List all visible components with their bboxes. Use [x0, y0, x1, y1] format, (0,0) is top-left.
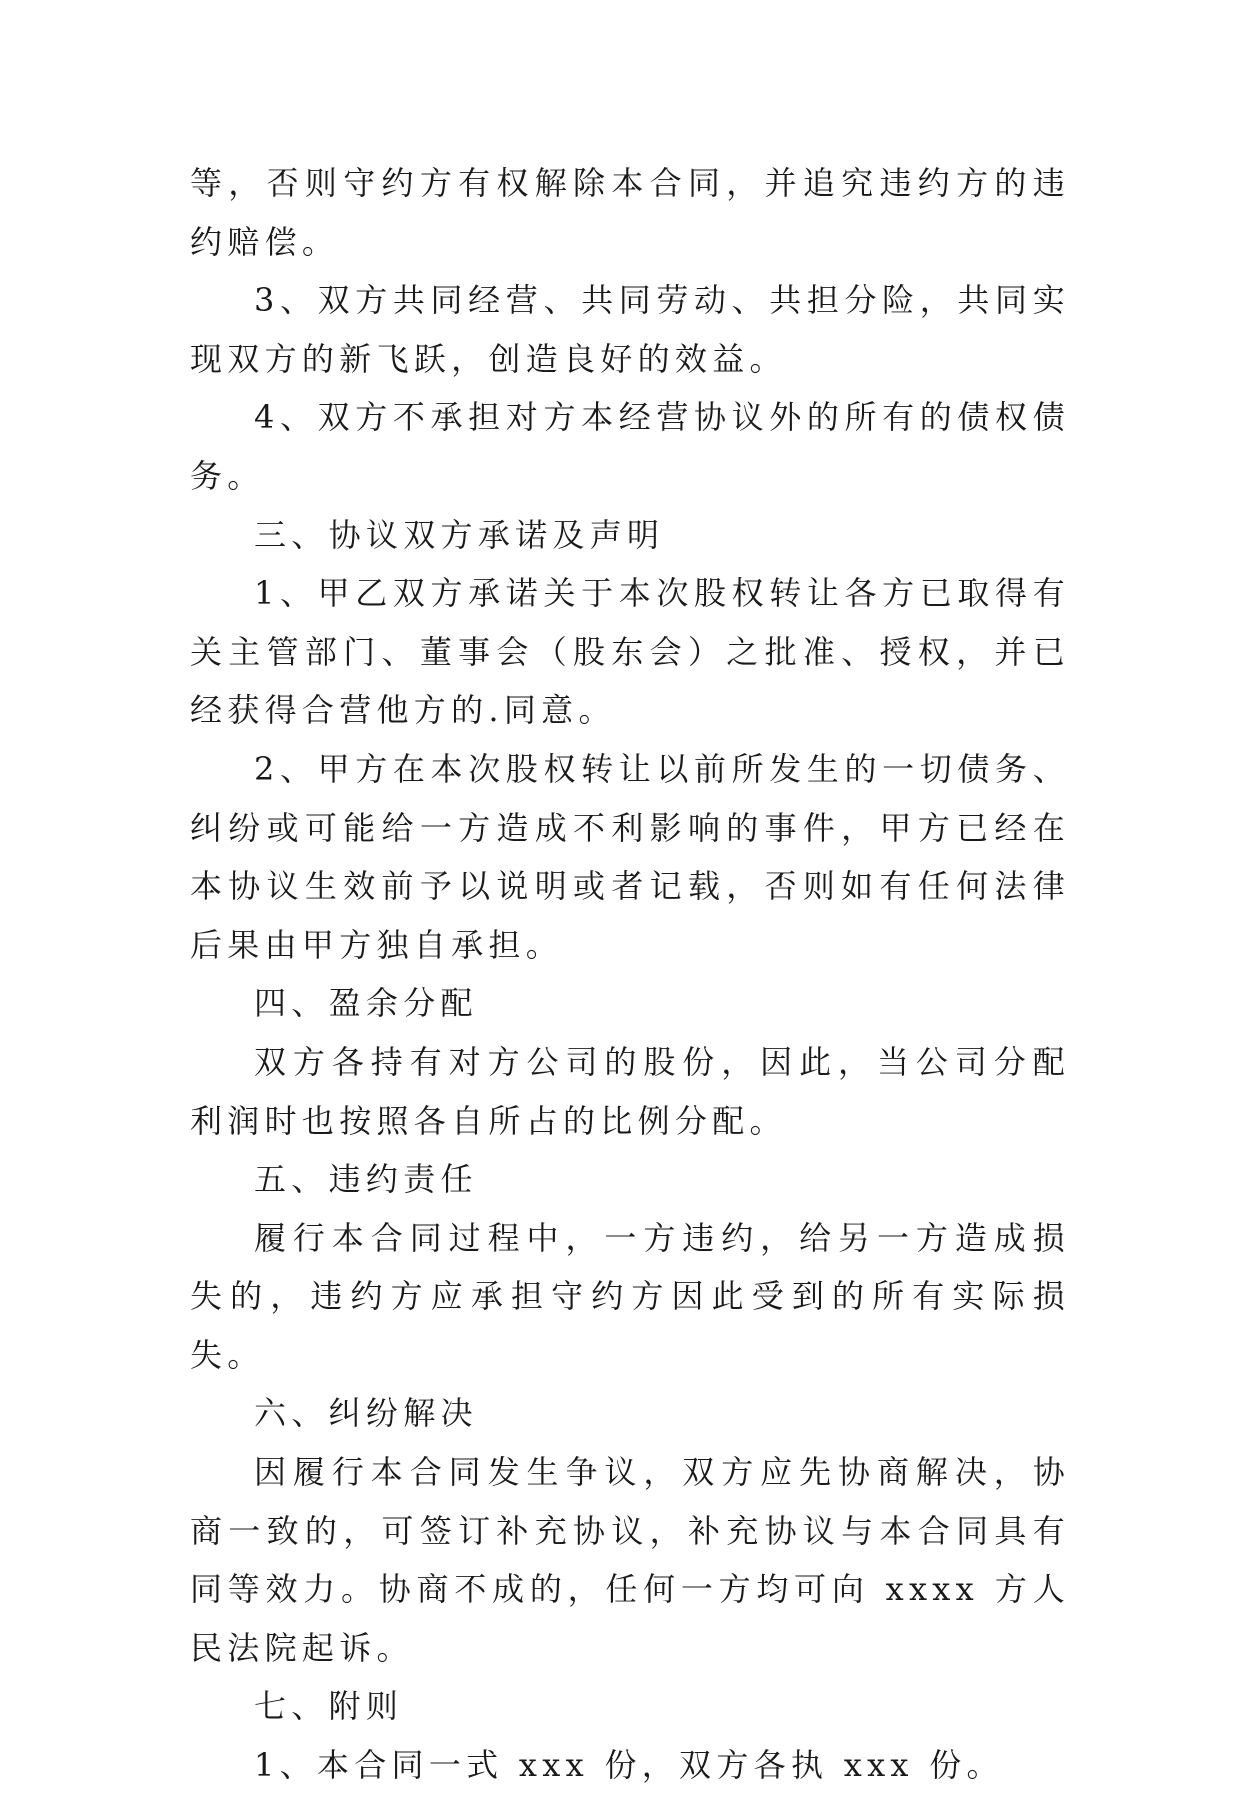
paragraph-appendix-1: 1、本合同一式 xxx 份，双方各执 xxx 份。: [254, 1746, 1004, 1785]
section-heading-promises: 三、协议双方承诺及声明: [254, 515, 665, 554]
paragraph-profit: 双方各持有对方公司的股份，因此，当公司分配利润时也按照各自所占的比例分配。: [190, 1042, 1070, 1140]
document-body: [190, 154, 1070, 1795]
paragraph-dispute: 因履行本合同发生争议，双方应先协商解决，协商一致的，可签订补充协议，补充协议与本合同具有同等效力。协商不成的，任何一方均可向 xxxx 方人民法院起诉。: [190, 1453, 1070, 1667]
paragraph-continuation: 等，否则守约方有权解除本合同，并追究违约方的违约赔偿。: [190, 164, 1070, 261]
paragraph-promise-1: 1、甲乙双方承诺关于本次股权转让各方已取得有关主管部门、董事会（股东会）之批准、授权，并已经获得合营他方的.同意。: [190, 574, 1070, 730]
paragraph-liability: 履行本合同过程中，一方违约，给另一方造成损失的，违约方应承担守约方因此受到的所有实际损失。: [190, 1218, 1070, 1374]
paragraph-clause-4: 4、双方不承担对方本经营协议外的所有的债权债务。: [190, 398, 1070, 495]
section-heading-dispute: 六、纠纷解决: [254, 1394, 478, 1433]
section-heading-liability: 五、违约责任: [254, 1160, 478, 1199]
section-heading-appendix: 七、附则: [254, 1687, 404, 1726]
paragraph-clause-3: 3、双方共同经营、共同劳动、共担分险，共同实现双方的新飞跃，创造良好的效益。: [190, 281, 1070, 378]
paragraph-promise-2: 2、甲方在本次股权转让以前所发生的一切债务、纠纷或可能给一方造成不利影响的事件，甲方已经在本协议生效前予以说明或者记载，否则如有任何法律后果由甲方独自承担。: [190, 749, 1070, 964]
section-heading-profit: 四、盈余分配: [254, 984, 478, 1023]
